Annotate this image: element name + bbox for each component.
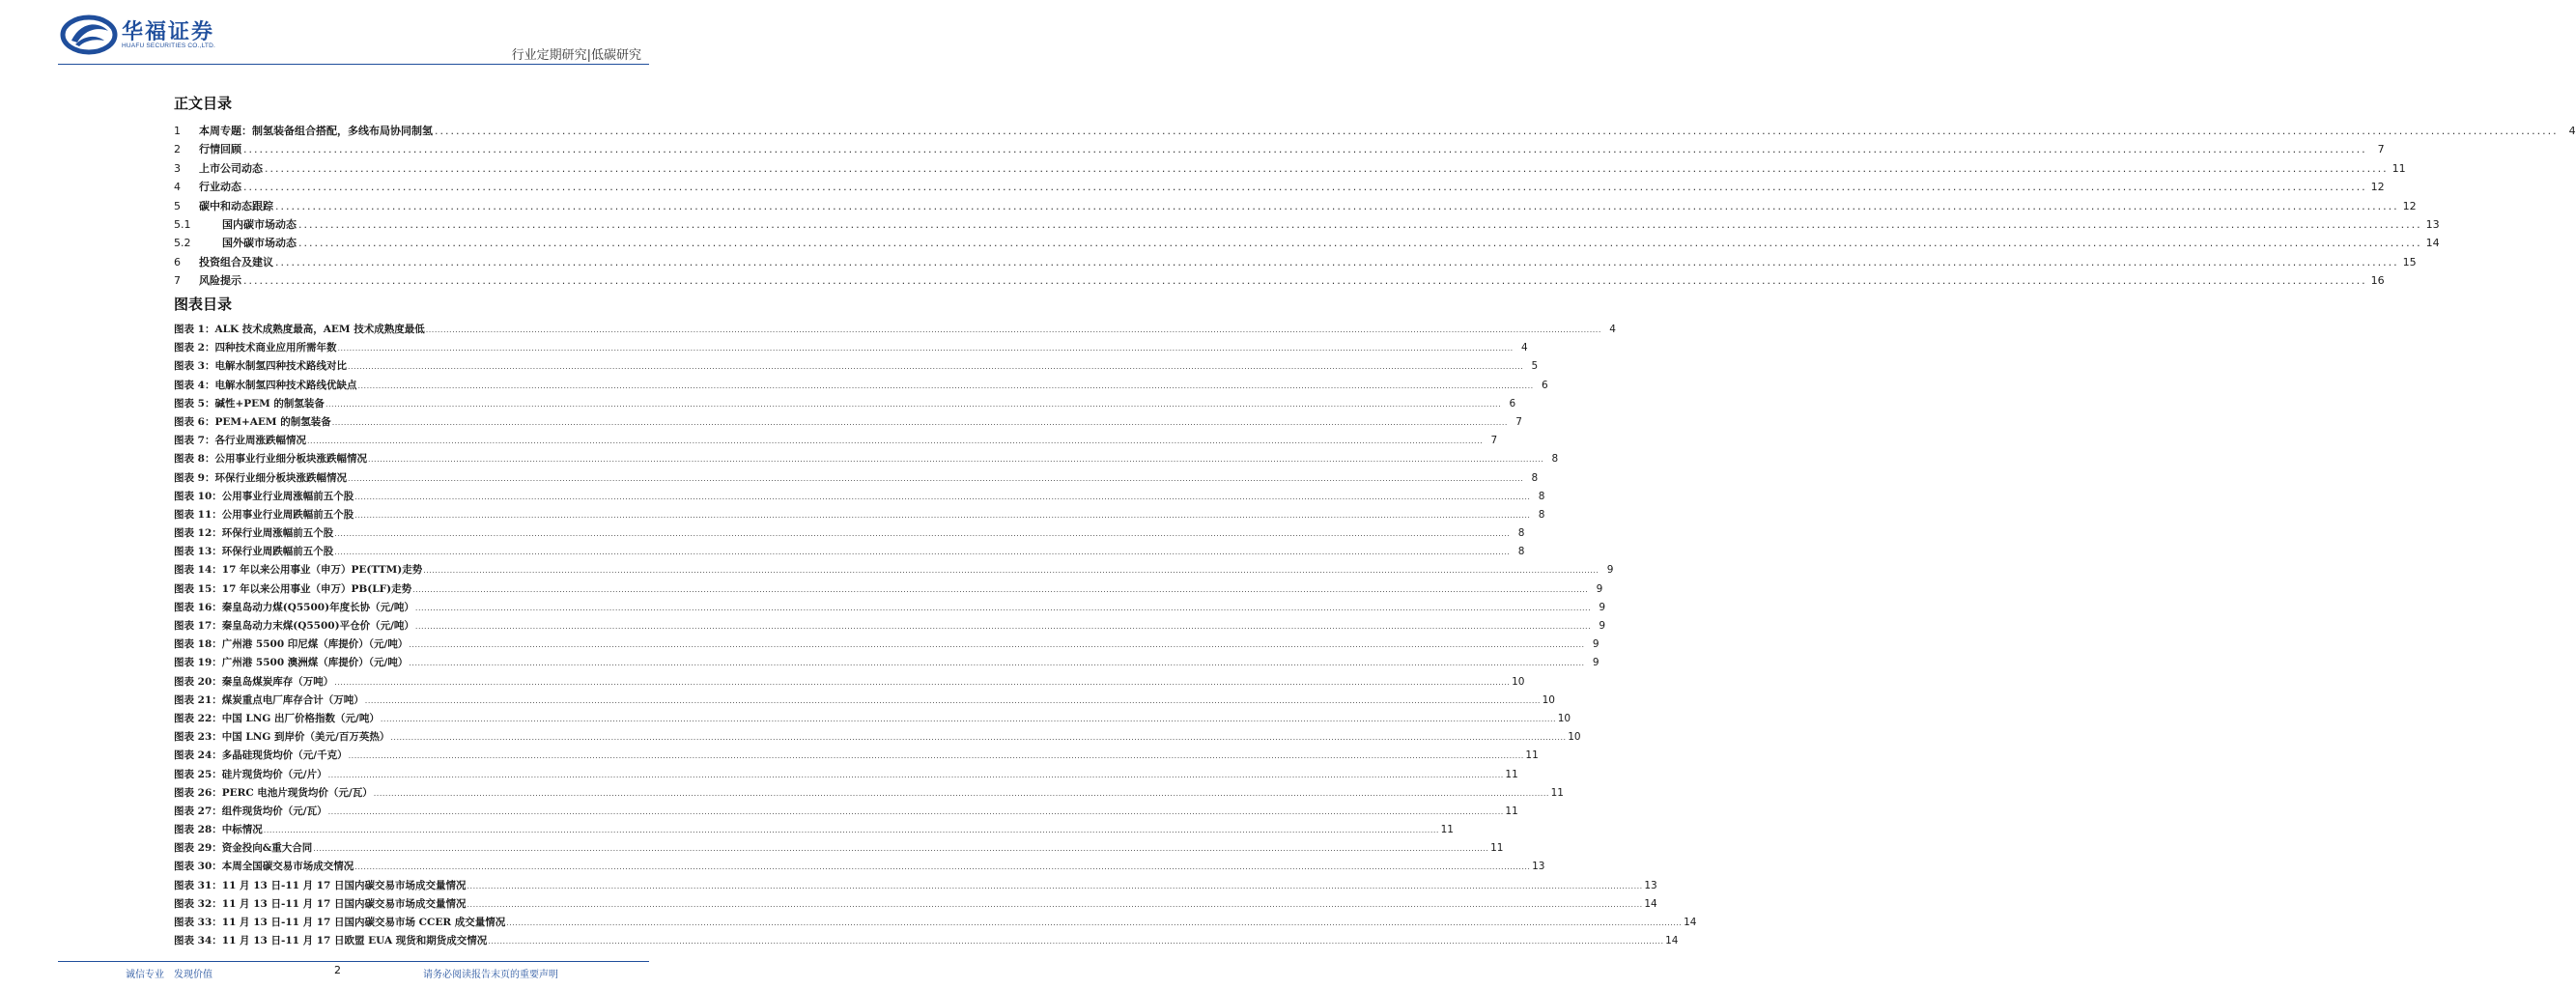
figure-item-text: 图表 7：各行业周涨跌幅情况 <box>174 435 306 447</box>
figure-leader-dots: ................................................................................................................................................................................................................................................................................................................................................................................................................ <box>348 751 1524 761</box>
figure-item[interactable] <box>174 822 1454 840</box>
figure-item-text: 图表 16：秦皇岛动力煤(Q5500)年度长协（元/吨） <box>174 601 414 613</box>
page-number: 2 <box>334 964 341 976</box>
footer-slogan: 诚信专业 发现价值 <box>126 970 212 980</box>
toc-item-text: 风险提示 <box>199 274 241 288</box>
figure-item[interactable] <box>174 785 1564 804</box>
figure-leader-dots: ................................................................................................................................................................................................................................................................................................................................................................................................................ <box>409 659 1585 668</box>
figure-item[interactable] <box>174 507 1545 525</box>
toc-item-text: 行业动态 <box>199 181 241 194</box>
figure-item[interactable] <box>174 711 1571 729</box>
figure-item[interactable] <box>174 655 1599 673</box>
figure-item[interactable] <box>174 489 1545 507</box>
figure-item[interactable] <box>174 692 1555 711</box>
figure-item[interactable] <box>174 433 1498 451</box>
toc-item-text: 国内碳市场动态 <box>222 217 297 231</box>
figure-item-text: 图表 4：电解水制氢四种技术路线优缺点 <box>174 379 357 391</box>
footer-divider <box>58 961 649 962</box>
figure-item-text: 图表 31：11 月 13 日-11 月 17 日国内碳交易市场成交量情况 <box>174 879 467 891</box>
figure-item-page: 5 <box>1531 360 1539 373</box>
toc-item-number: 6 <box>174 255 181 268</box>
figure-item-page: 7 <box>1515 415 1522 428</box>
figure-item[interactable] <box>174 414 1522 433</box>
toc-item-number: 1 <box>174 125 181 137</box>
figure-leader-dots: ................................................................................................................................................................................................................................................................................................................................................................................................................ <box>347 473 1524 483</box>
figure-leader-dots: ................................................................................................................................................................................................................................................................................................................................................................................................................ <box>414 622 1592 631</box>
toc-leader-dots: ................................................................................................................................................................................................................................................................................................................................................................................................................ <box>298 237 2422 250</box>
figure-leader-dots: ................................................................................................................................................................................................................................................................................................................................................................................................................ <box>467 899 1643 909</box>
toc-item-text: 上市公司动态 <box>199 161 263 175</box>
figure-item[interactable] <box>174 840 1504 859</box>
figure-item-page: 6 <box>1509 397 1516 410</box>
figure-item-text: 图表 26：PERC 电池片现货均价（元/瓦） <box>174 786 373 799</box>
figure-item[interactable] <box>174 915 1697 933</box>
figure-item-text: 图表 17：秦皇岛动力末煤(Q5500)平仓价（元/吨） <box>174 620 414 632</box>
toc-item[interactable] <box>174 272 2385 291</box>
figure-item-page: 10 <box>1542 693 1555 706</box>
figure-item-page: 9 <box>1599 620 1606 632</box>
figure-item-page: 14 <box>1644 897 1657 910</box>
figure-item-text: 图表 24：多晶硅现货均价（元/千克） <box>174 749 348 762</box>
figure-item-page: 8 <box>1517 527 1525 540</box>
toc-item[interactable] <box>174 160 2406 179</box>
figure-item[interactable] <box>174 618 1606 636</box>
figure-leader-dots: ................................................................................................................................................................................................................................................................................................................................................................................................................ <box>331 417 1508 427</box>
figure-item[interactable] <box>174 470 1539 489</box>
figure-leader-dots: ................................................................................................................................................................................................................................................................................................................................................................................................................ <box>412 584 1589 594</box>
toc-item-page: 12 <box>2402 199 2417 212</box>
toc-item[interactable] <box>174 216 2440 235</box>
figure-item-page: 11 <box>1505 805 1518 817</box>
header-divider <box>58 64 649 65</box>
footer-disclaimer: 请务必阅读报告末页的重要声明 <box>423 970 558 980</box>
figure-item-page: 9 <box>1596 582 1603 595</box>
figure-item-text: 图表 11：公用事业行业周跌幅前五个股 <box>174 508 354 521</box>
figure-item[interactable] <box>174 544 1525 562</box>
figure-item-text: 图表 18：广州港 5500 印尼煤（库提价）（元/吨） <box>174 638 409 651</box>
figure-leader-dots: ................................................................................................................................................................................................................................................................................................................................................................................................................ <box>357 381 1534 390</box>
figure-item[interactable] <box>174 729 1581 748</box>
toc-item-page: 14 <box>2425 237 2440 250</box>
figure-item-text: 图表 28：中标情况 <box>174 824 263 836</box>
toc-item-text: 碳中和动态跟踪 <box>199 199 273 212</box>
figure-item-page: 13 <box>1532 861 1545 873</box>
toc-item-page: 16 <box>2370 274 2385 288</box>
figure-leader-dots: ................................................................................................................................................................................................................................................................................................................................................................................................................ <box>347 362 1524 372</box>
figures-list <box>174 322 1697 951</box>
figure-item-text: 图表 29：资金投向&重大合同 <box>174 842 313 855</box>
figure-item-text: 图表 14：17 年以来公用事业（申万）PE(TTM)走势 <box>174 564 423 577</box>
toc-item[interactable] <box>174 141 2385 159</box>
toc-leader-dots: ................................................................................................................................................................................................................................................................................................................................................................................................................ <box>243 274 2367 288</box>
figure-item-page: 9 <box>1606 564 1614 577</box>
figure-item-page: 8 <box>1538 490 1545 502</box>
figure-leader-dots: ................................................................................................................................................................................................................................................................................................................................................................................................................ <box>354 492 1531 501</box>
report-type: 行业定期研究|低碳研究 <box>511 48 641 63</box>
figure-item[interactable] <box>174 358 1539 377</box>
figure-item-page: 9 <box>1592 638 1599 651</box>
figure-item-text: 图表 34：11 月 13 日-11 月 17 日欧盟 EUA 现货和期货成交情况 <box>174 935 488 947</box>
toc-item-text: 行情回顾 <box>199 143 241 156</box>
figure-item-text: 图表 25：硅片现货均价（元/片） <box>174 768 327 780</box>
toc-item-number: 7 <box>174 274 181 288</box>
toc-item-page: 11 <box>2392 161 2406 175</box>
figure-leader-dots: ................................................................................................................................................................................................................................................................................................................................................................................................................ <box>409 640 1585 650</box>
figure-item[interactable] <box>174 767 1518 785</box>
figure-item[interactable] <box>174 562 1614 580</box>
figure-item[interactable] <box>174 674 1525 692</box>
figure-item-page: 13 <box>1644 879 1657 891</box>
figure-item-page: 10 <box>1512 675 1525 688</box>
toc-item-number: 4 <box>174 181 181 194</box>
toc-title: 正文目录 <box>174 95 233 112</box>
figure-item[interactable] <box>174 878 1657 896</box>
figure-item-text: 图表 1：ALK 技术成熟度最高，AEM 技术成熟度最低 <box>174 324 425 335</box>
figure-item-page: 11 <box>1440 824 1454 836</box>
figure-item[interactable] <box>174 933 1679 951</box>
toc-item-page: 15 <box>2402 255 2417 268</box>
figure-item-text: 图表 6：PEM+AEM 的制氢装备 <box>174 415 331 428</box>
page-header <box>0 0 699 68</box>
toc-item-text: 国外碳市场动态 <box>222 237 297 250</box>
figure-item-page: 11 <box>1505 768 1518 780</box>
figure-item-page: 7 <box>1490 435 1498 447</box>
figure-item-page: 9 <box>1592 657 1599 669</box>
toc-item[interactable] <box>174 179 2385 197</box>
toc-item-number: 5 <box>174 199 181 212</box>
figure-item-text: 图表 8：公用事业行业细分板块涨跌幅情况 <box>174 453 367 466</box>
figure-item-text: 图表 13：环保行业周跌幅前五个股 <box>174 546 334 558</box>
figure-item[interactable] <box>174 859 1545 877</box>
figure-item-page: 11 <box>1525 749 1539 762</box>
figure-leader-dots: ................................................................................................................................................................................................................................................................................................................................................................................................................ <box>354 862 1531 872</box>
toc-leader-dots: ................................................................................................................................................................................................................................................................................................................................................................................................................ <box>298 217 2422 231</box>
figure-leader-dots: ................................................................................................................................................................................................................................................................................................................................................................................................................ <box>263 826 1439 835</box>
figure-leader-dots: ................................................................................................................................................................................................................................................................................................................................................................................................................ <box>367 455 1544 465</box>
figure-leader-dots: ................................................................................................................................................................................................................................................................................................................................................................................................................ <box>325 399 1502 409</box>
figure-item-page: 8 <box>1538 508 1545 521</box>
figure-item-text: 图表 9：环保行业细分板块涨跌幅情况 <box>174 471 347 484</box>
toc-leader-dots: ................................................................................................................................................................................................................................................................................................................................................................................................................ <box>265 161 2389 175</box>
toc-item-number: 5.2 <box>174 237 191 250</box>
figure-item-text: 图表 20：秦皇岛煤炭库存（万吨） <box>174 675 334 688</box>
figure-item-text: 图表 5：碱性+PEM 的制氢装备 <box>174 397 325 410</box>
figure-item-text: 图表 19：广州港 5500 澳洲煤（库提价）（元/吨） <box>174 657 409 669</box>
figure-item[interactable] <box>174 600 1606 618</box>
toc-item[interactable] <box>174 254 2417 272</box>
company-name-en: HUAFU SECURITIES CO.,LTD. <box>122 42 215 49</box>
toc-item[interactable] <box>174 198 2417 216</box>
figure-item[interactable] <box>174 340 1528 358</box>
figure-item-text: 图表 10：公用事业行业周涨幅前五个股 <box>174 490 354 502</box>
figure-item-text: 图表 27：组件现货均价（元/瓦） <box>174 805 327 817</box>
figure-item-page: 8 <box>1551 453 1559 466</box>
toc-list <box>174 123 2576 292</box>
figure-item-page: 4 <box>1609 324 1616 335</box>
figure-leader-dots: ................................................................................................................................................................................................................................................................................................................................................................................................................ <box>423 566 1599 576</box>
figure-item-text: 图表 33：11 月 13 日-11 月 17 日国内碳交易市场 CCER 成交量情况 <box>174 917 506 928</box>
figure-item-text: 图表 30：本周全国碳交易市场成交情况 <box>174 861 354 873</box>
toc-item-number: 2 <box>174 143 181 156</box>
figure-item[interactable] <box>174 451 1559 469</box>
toc-leader-dots: ................................................................................................................................................................................................................................................................................................................................................................................................................ <box>243 181 2367 194</box>
figure-leader-dots: ................................................................................................................................................................................................................................................................................................................................................................................................................ <box>327 770 1504 779</box>
figure-item-page: 8 <box>1531 471 1539 484</box>
toc-leader-dots: ................................................................................................................................................................................................................................................................................................................................................................................................................ <box>275 199 2399 212</box>
figure-leader-dots: ................................................................................................................................................................................................................................................................................................................................................................................................................ <box>313 844 1489 854</box>
toc-item-page: 7 <box>2377 143 2385 156</box>
toc-item-page: 12 <box>2370 181 2385 194</box>
figure-leader-dots: ................................................................................................................................................................................................................................................................................................................................................................................................................ <box>334 677 1511 687</box>
figure-leader-dots: ................................................................................................................................................................................................................................................................................................................................................................................................................ <box>364 695 1541 705</box>
figure-leader-dots: ................................................................................................................................................................................................................................................................................................................................................................................................................ <box>390 733 1567 743</box>
figure-item-text: 图表 22：中国 LNG 出厂价格指数（元/吨） <box>174 712 380 724</box>
figure-leader-dots: ................................................................................................................................................................................................................................................................................................................................................................................................................ <box>306 437 1484 446</box>
figure-item[interactable] <box>174 378 1548 396</box>
toc-leader-dots: ................................................................................................................................................................................................................................................................................................................................................................................................................ <box>435 125 2559 137</box>
figure-item-page: 6 <box>1541 379 1548 391</box>
figure-leader-dots: ................................................................................................................................................................................................................................................................................................................................................................................................................ <box>327 806 1504 816</box>
figure-item-page: 10 <box>1557 712 1571 724</box>
toc-item-page: 13 <box>2425 217 2440 231</box>
figure-leader-dots: ................................................................................................................................................................................................................................................................................................................................................................................................................ <box>334 548 1511 557</box>
toc-leader-dots: ................................................................................................................................................................................................................................................................................................................................................................................................................ <box>243 143 2367 156</box>
figure-item-text: 图表 21：煤炭重点电厂库存合计（万吨） <box>174 693 364 706</box>
figure-leader-dots: ................................................................................................................................................................................................................................................................................................................................................................................................................ <box>425 325 1601 334</box>
figure-leader-dots: ................................................................................................................................................................................................................................................................................................................................................................................................................ <box>467 881 1643 890</box>
figure-item-page: 8 <box>1517 546 1525 558</box>
toc-item-text: 投资组合及建议 <box>199 255 273 268</box>
figure-item-text: 图表 2：四种技术商业应用所需年数 <box>174 342 337 354</box>
figure-leader-dots: ................................................................................................................................................................................................................................................................................................................................................................................................................ <box>488 937 1664 947</box>
figure-item-text: 图表 15：17 年以来公用事业（申万）PB(LF)走势 <box>174 582 412 595</box>
figure-item[interactable] <box>174 525 1525 544</box>
toc-item-number: 3 <box>174 161 181 175</box>
figure-item-page: 10 <box>1568 731 1581 744</box>
figures-title: 图表目录 <box>174 296 233 313</box>
figure-item-page: 11 <box>1550 786 1564 799</box>
figure-item[interactable] <box>174 396 1516 414</box>
figure-leader-dots: ................................................................................................................................................................................................................................................................................................................................................................................................................ <box>373 788 1549 798</box>
figure-leader-dots: ................................................................................................................................................................................................................................................................................................................................................................................................................ <box>380 714 1557 723</box>
toc-leader-dots: ................................................................................................................................................................................................................................................................................................................................................................................................................ <box>275 255 2399 268</box>
figure-item-text: 图表 12：环保行业周涨幅前五个股 <box>174 527 334 540</box>
toc-item[interactable] <box>174 123 2576 141</box>
figure-item[interactable] <box>174 804 1518 822</box>
figure-item[interactable] <box>174 636 1599 655</box>
figure-leader-dots: ................................................................................................................................................................................................................................................................................................................................................................................................................ <box>506 918 1683 927</box>
toc-item[interactable] <box>174 235 2440 253</box>
figure-item-page: 11 <box>1490 842 1504 855</box>
figure-leader-dots: ................................................................................................................................................................................................................................................................................................................................................................................................................ <box>354 510 1531 520</box>
figure-item-page: 14 <box>1665 935 1679 947</box>
figure-leader-dots: ................................................................................................................................................................................................................................................................................................................................................................................................................ <box>414 603 1592 612</box>
toc-item-page: 4 <box>2568 125 2576 137</box>
toc-item-number: 5.1 <box>174 217 191 231</box>
figure-item-text: 图表 23：中国 LNG 到岸价（美元/百万英热） <box>174 731 390 744</box>
figure-item[interactable] <box>174 322 1616 340</box>
figure-item-text: 图表 32：11 月 13 日-11 月 17 日国内碳交易市场成交量情况 <box>174 897 467 910</box>
figure-item[interactable] <box>174 581 1603 600</box>
figure-item-page: 4 <box>1520 342 1528 354</box>
figure-item-page: 14 <box>1684 917 1697 928</box>
figure-leader-dots: ................................................................................................................................................................................................................................................................................................................................................................................................................ <box>334 529 1511 539</box>
figure-leader-dots: ................................................................................................................................................................................................................................................................................................................................................................................................................ <box>337 344 1514 353</box>
figure-item[interactable] <box>174 896 1657 915</box>
company-name-cn: 华福证券 <box>122 19 215 44</box>
figure-item[interactable] <box>174 748 1539 766</box>
figure-item-text: 图表 3：电解水制氢四种技术路线对比 <box>174 360 347 373</box>
toc-item-text: 本周专题：制氢装备组合搭配，多线布局协同制氢 <box>199 125 433 137</box>
figure-item-page: 9 <box>1599 601 1606 613</box>
